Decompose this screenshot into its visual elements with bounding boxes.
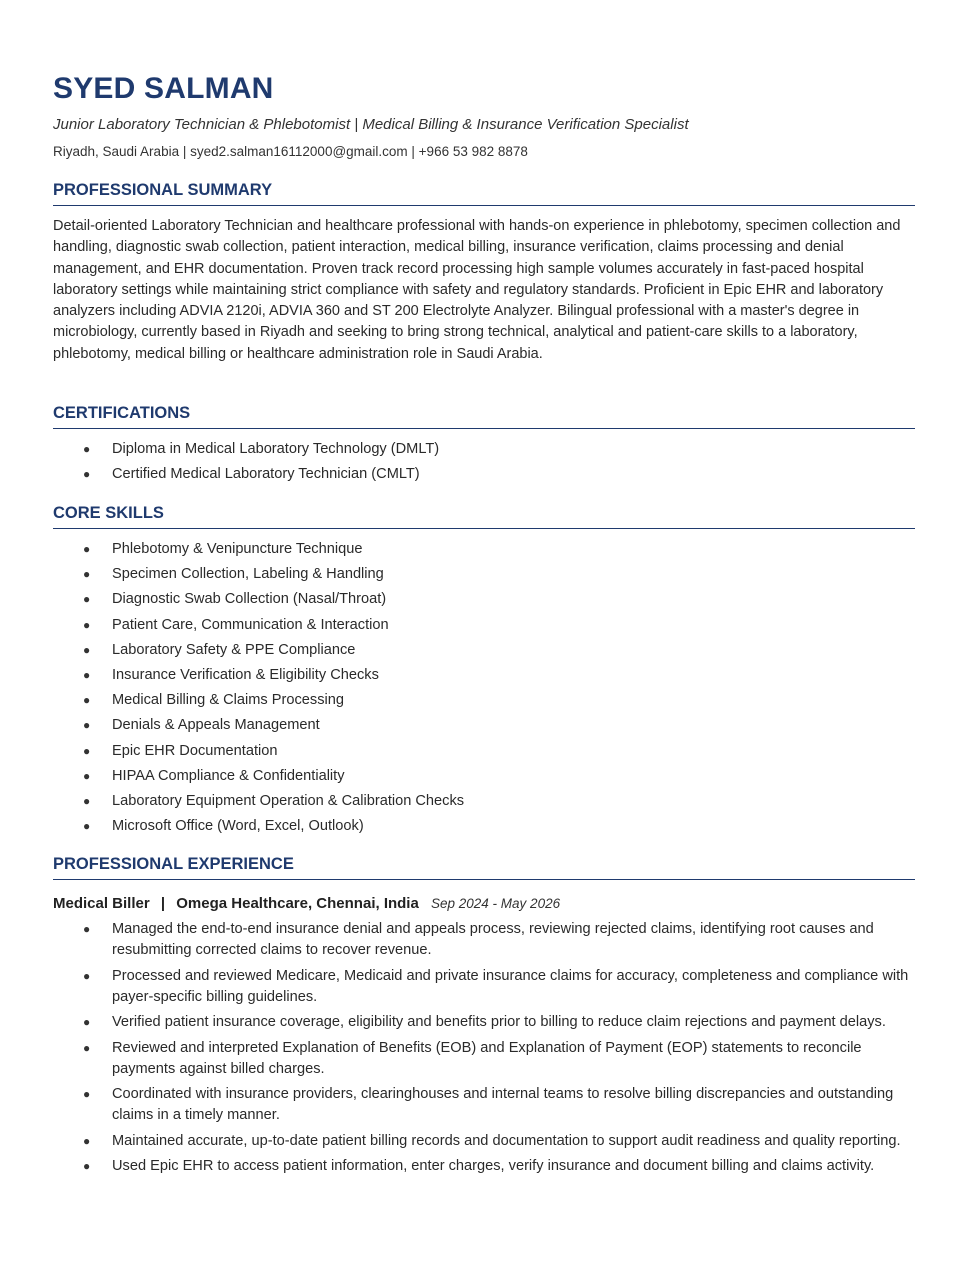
bullet-icon: ● <box>83 567 91 582</box>
bullet-icon: ● <box>83 467 91 482</box>
list-item: ● Patient Care, Communication & Interaction <box>83 616 389 633</box>
list-item: ● Laboratory Safety & PPE Compliance <box>83 641 356 658</box>
bullet-icon: ● <box>83 1040 91 1055</box>
list-item: ● Laboratory Equipment Operation & Calibration Checks <box>83 792 465 809</box>
candidate-name: SYED SALMAN <box>53 72 274 105</box>
bullet-icon: ● <box>83 1087 91 1101</box>
core-skills-heading: CORE SKILLS <box>53 504 915 529</box>
job-bullets <box>53 919 915 1182</box>
bullet-icon: ● <box>83 1015 91 1029</box>
job-company: Omega Healthcare, Chennai, India <box>176 895 419 912</box>
list-item: ● Managed the end-to-end insurance denial and appeals process, reviewing rejected claims, identifying root causes and resubmitting corrected claims to recover revenue. <box>83 921 874 958</box>
bullet-icon: ● <box>83 793 91 808</box>
list-item: ● Diploma in Medical Laboratory Technology (DMLT) <box>83 441 440 457</box>
summary-text: Detail-oriented Laboratory Technician and healthcare professional with hands-on experience in phlebotomy, specimen collection and handling, diagnostic swab collection, patient interaction, medical billing, insurance verification, claims processing and denial management, and EHR documentation. Proven track record processing high sample volumes accurately in fast-paced hospital laboratory settings while maintaining strict compliance with safety and regulatory standards. Proficient in Epic EHR and laboratory analyzers including ADVIA 2120i, ADVIA 360 and ST 200 Electrolyte Analyzer. Bilingual professional with a master's degree in microbiology, currently based in Riyadh and seeking to bring strong technical, analytical and patient-care skills to a laboratory, phlebotomy, medical billing or healthcare administration role in Saudi Arabia. <box>53 218 901 362</box>
list-item: ● Denials & Appeals Management <box>83 717 320 734</box>
list-item: ● Certified Medical Laboratory Technician (CMLT) <box>83 466 420 483</box>
bullet-icon: ● <box>83 442 91 456</box>
bullet-icon: ● <box>83 718 91 733</box>
contact-line: Riyadh, Saudi Arabia | syed2.salman16112000@gmail.com | +966 53 982 8878 <box>53 144 528 159</box>
bullet-icon: ● <box>83 642 91 657</box>
list-item: ● Used Epic EHR to access patient information, enter charges, verify insurance and document billing and claims activity. <box>53 1156 915 1177</box>
list-item: ● Epic EHR Documentation <box>83 742 278 759</box>
job-title-line <box>53 895 560 912</box>
candidate-tagline: Junior Laboratory Technician & Phlebotomist | Medical Billing & Insurance Verification Specialist <box>53 116 689 133</box>
list-item: ● Maintained accurate, up-to-date patient billing records and documentation to support audit readiness and quality reporting. <box>53 1131 915 1152</box>
list-item: ● Verified patient insurance coverage, eligibility and benefits prior to billing to reduce claim rejections and payment delays. <box>53 1012 915 1033</box>
bullet-icon: ● <box>83 819 91 834</box>
experience-heading: PROFESSIONAL EXPERIENCE <box>53 855 915 880</box>
job-dates: Sep 2024 - May 2026 <box>431 896 561 911</box>
list-item: ● HIPAA Compliance & Confidentiality <box>83 767 345 784</box>
summary-heading: PROFESSIONAL SUMMARY <box>53 181 915 206</box>
bullet-icon: ● <box>83 693 91 708</box>
list-item: ● Phlebotomy & Venipuncture Technique <box>83 541 363 557</box>
bullet-icon: ● <box>83 768 91 783</box>
list-item: ● Microsoft Office (Word, Excel, Outlook) <box>83 818 364 835</box>
bullet-icon: ● <box>83 542 91 556</box>
bullet-icon: ● <box>83 667 91 682</box>
bullet-icon: ● <box>83 592 91 607</box>
bullet-icon: ● <box>83 968 91 983</box>
list-item: ● Processed and reviewed Medicare, Medicaid and private insurance claims for accuracy, completeness and compliance with payer-specific billing guidelines. <box>83 967 909 1005</box>
core-skills-list <box>53 540 915 842</box>
bullet-icon: ● <box>83 617 91 632</box>
list-item: ● Insurance Verification & Eligibility Checks <box>83 666 379 683</box>
certifications-list <box>53 440 915 490</box>
list-item: ● Specimen Collection, Labeling & Handling <box>83 566 384 583</box>
list-item: ● Coordinated with insurance providers, clearinghouses and internal teams to resolve billing discrepancies and outstanding claims in a timely manner. <box>83 1086 894 1123</box>
job-separator: | <box>160 895 166 912</box>
bullet-icon: ● <box>83 922 91 936</box>
list-item: ● Medical Billing & Claims Processing <box>83 692 344 709</box>
list-item: ● Diagnostic Swab Collection (Nasal/Throat) <box>83 591 387 608</box>
certifications-heading: CERTIFICATIONS <box>53 404 915 429</box>
job-role: Medical Biller <box>53 895 150 912</box>
bullet-icon: ● <box>83 1133 91 1148</box>
list-item: ● Reviewed and interpreted Explanation of Benefits (EOB) and Explanation of Payment (EOP) statements to reconcile payments against billed charges. <box>83 1039 862 1077</box>
bullet-icon: ● <box>83 1159 91 1173</box>
bullet-icon: ● <box>83 743 91 758</box>
